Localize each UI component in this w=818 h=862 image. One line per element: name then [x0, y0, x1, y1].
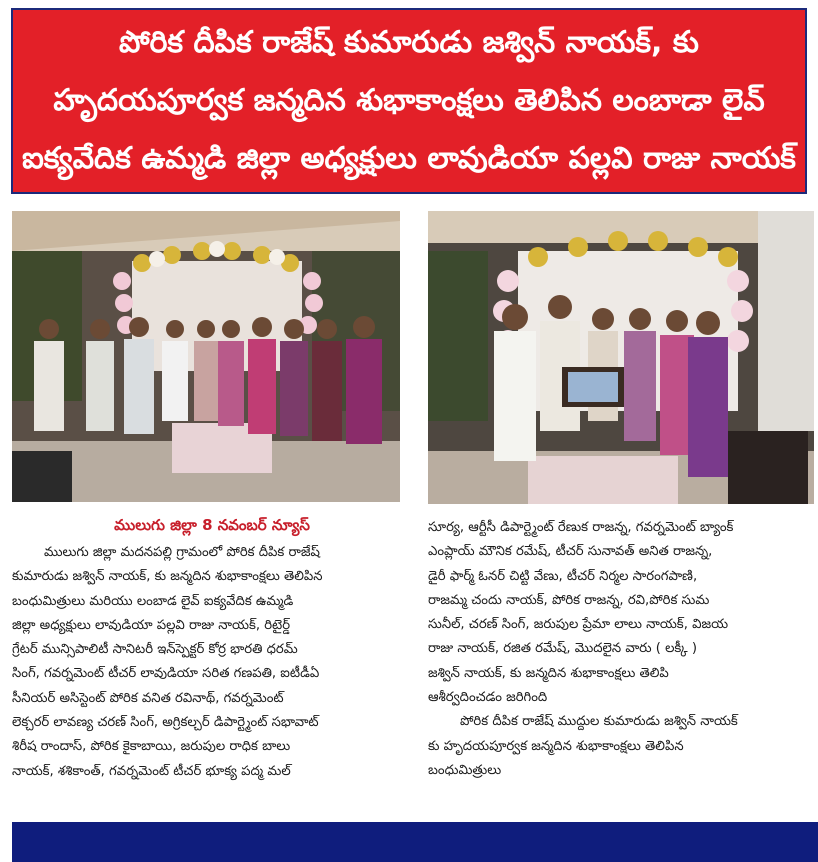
article-line: జిల్లా అధ్యక్షులు లావుడియా పల్లవి రాజు నాయక్, రిటైర్డ్	[12, 617, 291, 633]
gift-presentation-photo-image	[428, 211, 814, 504]
party-group-photo-image	[12, 211, 400, 502]
headline-line-1: పోరిక దీపిక రాజేష్ కుమారుడు జశ్విన్ నాయక్, కు	[119, 25, 699, 60]
headline-line-2: హృదయపూర్వక జన్మదిన శుభాకాంక్షలు తెలిపిన లంబాడా లైవ్	[53, 83, 765, 118]
article-line: గ్రేటర్ మున్సిపాలిటీ సానిటరీ ఇన్‌స్పెక్టర్ కోర్ర భారతి ధరమ్	[12, 642, 298, 658]
article-line: నాయక్, శశికాంత్, గవర్నమెంట్ టీచర్ భూక్య పద్మ మల్	[12, 763, 291, 779]
article-line: డైరీ ఫార్మ్ ఓనర్ చిట్టి వేణు, టీచర్ నిర్మల సారంగపాణి,	[428, 568, 698, 584]
article-line: బంధుమిత్రులు మరియు లంబాడ లైవ్ ఐక్యవేదిక ఉమ్మడి	[12, 593, 294, 609]
bottom-banner	[12, 822, 818, 862]
article-line: ములుగు జిల్లా మదనపల్లి గ్రామంలో పోరిక దీపిక రాజేష్	[44, 545, 320, 560]
article-line: ఎంప్లాయ్ మౌనిక రమేష్, టీచర్ సునావత్ అనిత రాజన్న,	[428, 544, 713, 560]
article-line: లెక్చరర్ లావణ్య చరణ్ సింగ్, అగ్రికల్చర్ డిపార్ట్మెంట్ సభావాట్	[12, 715, 319, 731]
article-line: పోరిక దీపిక రాజేష్ ముద్దుల కుమారుడు జశ్విన్ నాయక్	[460, 714, 738, 730]
article-dateline: ములుగు జిల్లా 8 నవంబర్ న్యూస్	[114, 516, 310, 534]
headline-banner	[11, 8, 807, 194]
article-line: సింగ్, గవర్నమెంట్ టీచర్ లావుడియా సరిత గణపతి, ఐటీడీఏ	[12, 666, 320, 682]
article-line: బంధుమిత్రులు	[428, 762, 502, 778]
article-line: సూర్య, ఆర్టీసీ డిపార్ట్మెంట్ రేణుక రాజన్న, గవర్నమెంట్ బ్యాంక్	[428, 520, 734, 535]
gift-presentation-photo	[428, 211, 814, 504]
article-line: జశ్విన్ నాయక్, కు జన్మదిన శుభాకాంక్షలు తెలిపి	[428, 665, 669, 681]
article-line: కుమారుడు జశ్విన్ నాయక్, కు జన్మదిన శుభాకాంక్షలు తెలిపిన	[12, 569, 323, 585]
article-column-left	[12, 541, 412, 784]
article-line: రాజమ్మ చందు నాయక్, పోరిక రాజన్న, రవి,పోరిక సుమ	[428, 592, 710, 608]
headline-line-3: ఐక్యవేదిక ఉమ్మడి జిల్లా అధ్యక్షులు లావుడియా పల్లవి రాజు నాయక్	[22, 141, 796, 176]
article-column-right	[428, 516, 818, 783]
party-group-photo	[12, 211, 400, 502]
article-line: శిరీష రాందాస్, పోరిక కైకాబాయి, జరుపుల రాధిక బాలు	[12, 739, 291, 755]
article-line: కు హృదయపూర్వక జన్మదిన శుభాకాంక్షలు తెలిపిన	[428, 738, 684, 754]
article-line: సీనియర్ అసిస్టెంట్ పోరిక వనిత రవినాథ్, గవర్నమెంట్	[12, 690, 284, 706]
article-line: సునీల్, చరణ్ సింగ్, జరుపుల ప్రేమా లాలు నాయక్, విజయ	[428, 617, 729, 633]
article-line: ఆశీర్వదించడం జరిగింది	[428, 690, 548, 706]
article-line: రాజు నాయక్, రజిత రమేష్, మొదలైన వారు ( లక్కీ )	[428, 641, 698, 657]
